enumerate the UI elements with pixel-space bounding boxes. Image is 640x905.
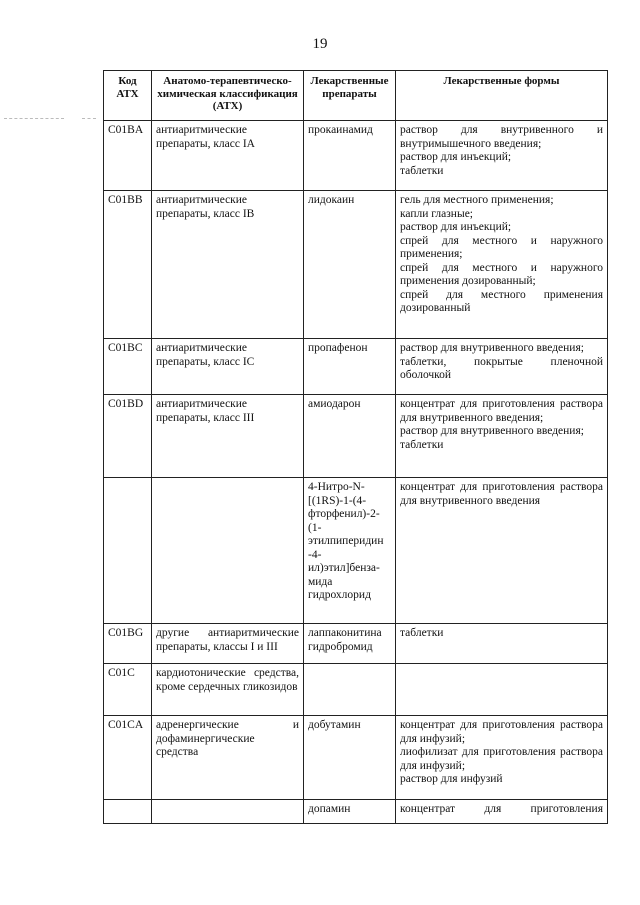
- drug-line: ил)этил]бенза-: [308, 562, 380, 574]
- table-row: [104, 800, 608, 824]
- header-drugs: Лекарственные препараты: [304, 71, 396, 121]
- table-row: [104, 478, 608, 624]
- drug-line: 4-Нитро-N-: [308, 481, 365, 493]
- form-line: раствор для внутривенного введения;: [400, 425, 584, 437]
- header-classification: Анатомо-терапевтическо-химическая классификация (АТХ): [152, 71, 304, 121]
- table-row: [104, 664, 608, 716]
- form-line: гель для местного применения;: [400, 194, 554, 206]
- cell-code: [104, 478, 152, 624]
- form-line: таблетки, покрытые пленочной оболочкой: [400, 355, 603, 381]
- form-line: капли глазные;: [400, 207, 473, 220]
- form-line: концентрат для приготовления раствора для внутривенного введения: [400, 481, 603, 507]
- cell-forms: [396, 716, 608, 800]
- table-header-row: [104, 71, 608, 121]
- cell-forms: [396, 191, 608, 339]
- cell-code: C01BC: [104, 339, 152, 395]
- cell-drug: допамин: [304, 800, 396, 824]
- cell-code: C01CA: [104, 716, 152, 800]
- margin-mark: [4, 118, 64, 119]
- cell-forms: [396, 121, 608, 191]
- form-line: спрей для местного применения дозированный: [400, 288, 603, 314]
- cell-drug: прокаинамид: [304, 121, 396, 191]
- drug-line: этилпиперидин: [308, 535, 384, 547]
- form-line: спрей для местного и наружного применения;: [400, 234, 603, 260]
- cell-classification: антиаритмические препараты, класс IB: [152, 191, 304, 339]
- cell-classification: другие антиаритмические препараты, классы I и III: [152, 624, 304, 664]
- cell-code: C01BD: [104, 395, 152, 478]
- cell-code: C01BB: [104, 191, 152, 339]
- form-line: раствор для внутривенного введения;: [400, 342, 584, 354]
- drug-line: фторфенил)-2-: [308, 508, 380, 520]
- cell-forms: [396, 664, 608, 716]
- form-line: лиофилизат для приготовления раствора для инфузий;: [400, 746, 603, 772]
- cell-classification: антиаритмические препараты, класс III: [152, 395, 304, 478]
- cell-drug: добутамин: [304, 716, 396, 800]
- margin-mark: [82, 118, 96, 119]
- form-line: спрей для местного и наружного применения дозированный;: [400, 261, 603, 287]
- cell-classification: кардиотонические средства, кроме сердечных гликозидов: [152, 664, 304, 716]
- cell-forms: [396, 478, 608, 624]
- cell-classification: [152, 800, 304, 824]
- header-code: Код АТХ: [104, 71, 152, 121]
- cell-drug: пропафенон: [304, 339, 396, 395]
- form-line: таблетки: [400, 438, 444, 451]
- cell-code: C01C: [104, 664, 152, 716]
- cell-forms: [396, 395, 608, 478]
- cell-classification: адренергические и дофаминергические средства: [152, 716, 304, 800]
- form-line: концентрат для приготовления: [400, 803, 603, 815]
- cell-classification: антиаритмические препараты, класс IA: [152, 121, 304, 191]
- form-line: концентрат для приготовления раствора для внутривенного введения;: [400, 398, 603, 424]
- cell-drug: лидокаин: [304, 191, 396, 339]
- drug-line: гидрохлорид: [308, 589, 371, 601]
- table-row: [104, 395, 608, 478]
- atx-table: [103, 70, 608, 824]
- form-line: раствор для инъекций;: [400, 221, 512, 233]
- form-line: раствор для инъекций;: [400, 151, 512, 163]
- form-line: концентрат для приготовления раствора для инфузий;: [400, 719, 603, 745]
- cell-drug: [304, 664, 396, 716]
- table-row: [104, 716, 608, 800]
- form-line: раствор для внутривенного и внутримышечного введения;: [400, 124, 603, 150]
- cell-code: C01BA: [104, 121, 152, 191]
- page-number: 19: [312, 36, 328, 52]
- drug-line: [(1RS)-1-(4-: [308, 494, 367, 507]
- cell-classification: [152, 478, 304, 624]
- cell-drug: лаппаконитина гидробромид: [304, 624, 396, 664]
- cell-code: C01BG: [104, 624, 152, 664]
- cell-drug: амиодарон: [304, 395, 396, 478]
- cell-code: [104, 800, 152, 824]
- form-line: таблетки: [400, 627, 444, 639]
- table-row: [104, 339, 608, 395]
- table-row: [104, 121, 608, 191]
- drug-line: (1-: [308, 521, 322, 534]
- table-row: [104, 624, 608, 664]
- form-line: раствор для инфузий: [400, 773, 503, 785]
- cell-forms: [396, 624, 608, 664]
- cell-classification: антиаритмические препараты, класс IC: [152, 339, 304, 395]
- cell-forms: [396, 339, 608, 395]
- cell-forms: [396, 800, 608, 824]
- header-forms: Лекарственные формы: [396, 71, 608, 121]
- table-row: [104, 191, 608, 339]
- drug-line: мида: [308, 575, 333, 588]
- drug-line: -4-: [308, 548, 322, 561]
- form-line: таблетки: [400, 164, 444, 177]
- cell-drug: [304, 478, 396, 624]
